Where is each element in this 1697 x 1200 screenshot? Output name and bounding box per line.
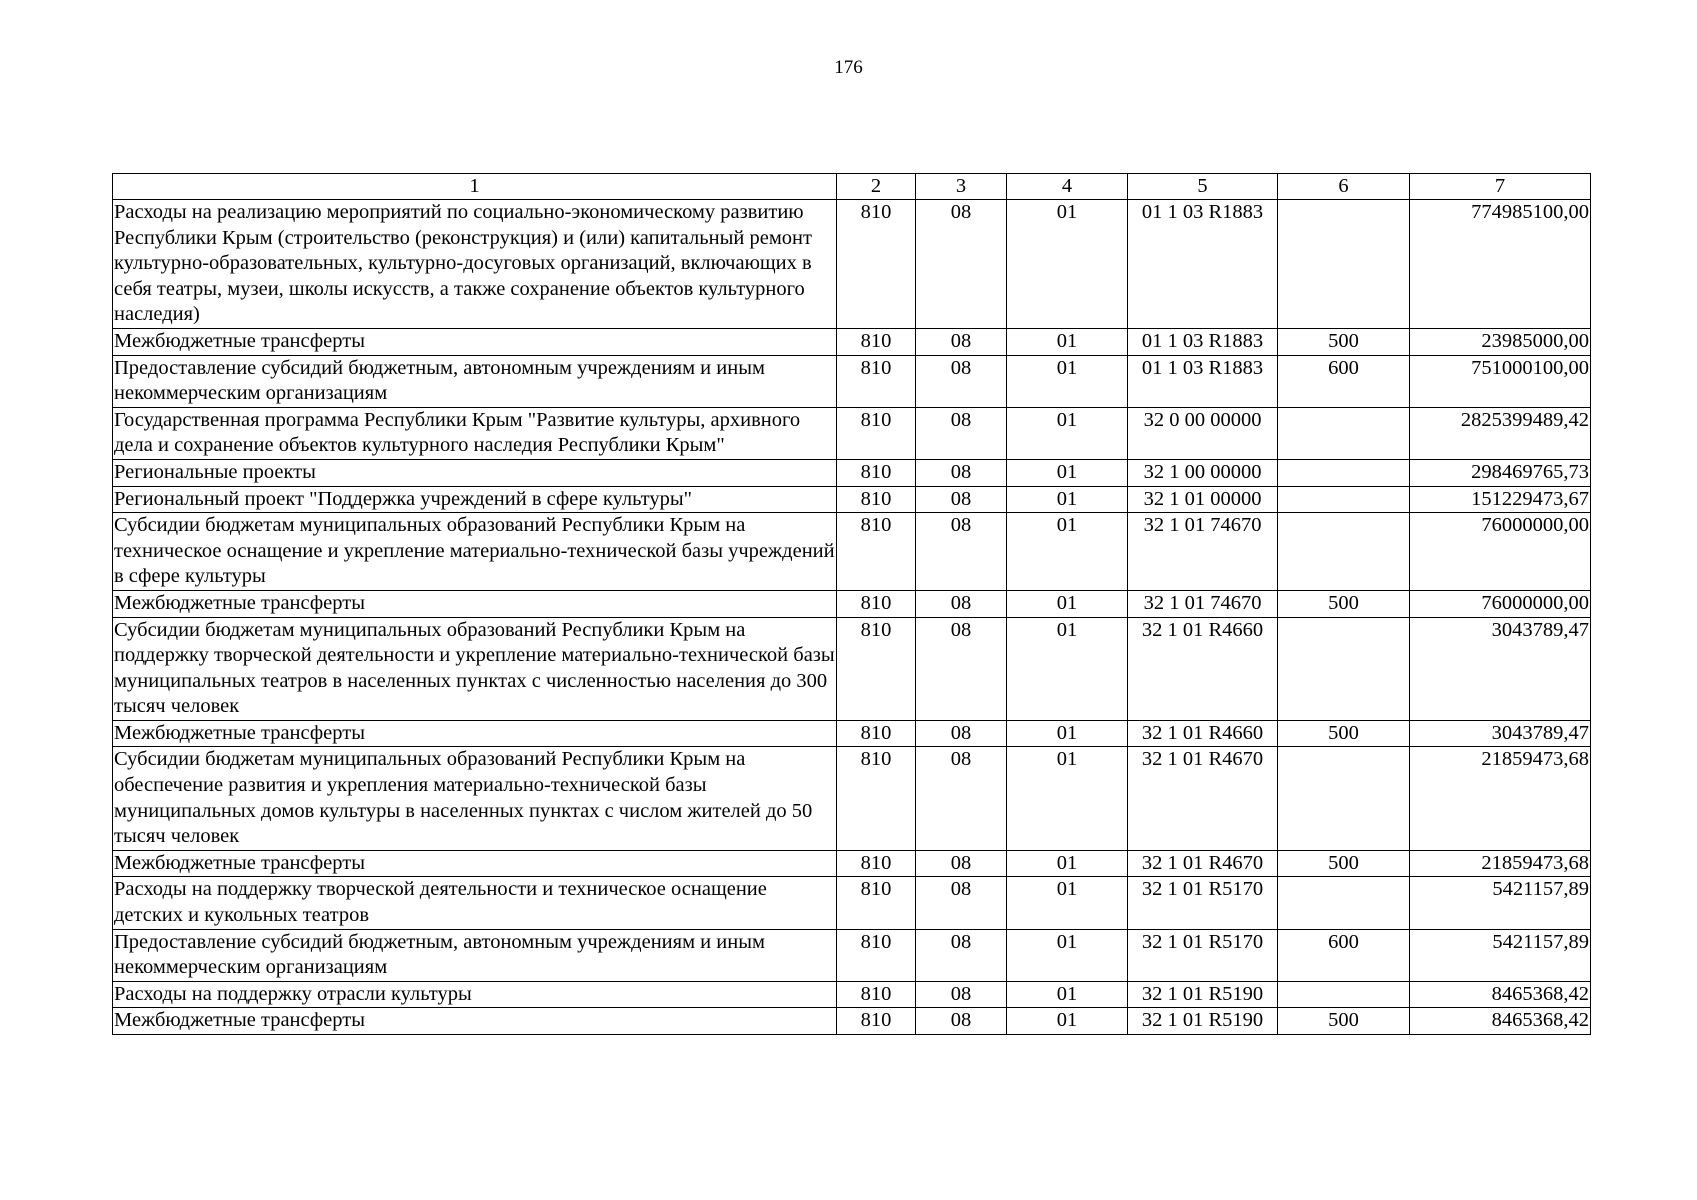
cell-subsection-code: 01: [1007, 355, 1128, 407]
cell-target-article: 32 1 01 R4660: [1128, 617, 1278, 720]
cell-ministry-code: 810: [837, 328, 916, 355]
budget-table: [112, 173, 1591, 1035]
cell-amount: 8465368,42: [1410, 1008, 1591, 1035]
cell-subsection-code: 01: [1007, 590, 1128, 617]
cell-expense-type: 500: [1278, 590, 1410, 617]
cell-section-code: 08: [916, 850, 1007, 877]
row-description: Государственная программа Республики Крым "Развитие культуры, архивного дела и сохранение объектов культурного наследия Республики Крым": [113, 407, 837, 459]
table-row: [113, 328, 1591, 355]
cell-section-code: 08: [916, 720, 1007, 747]
table-row: [113, 486, 1591, 513]
row-description: Межбюджетные трансферты: [113, 590, 837, 617]
cell-amount: 23985000,00: [1410, 328, 1591, 355]
row-description: Субсидии бюджетам муниципальных образований Республики Крым на поддержку творческой деятельности и укрепление материально-технической базы муниципальных театров в населенных пунктах с численностью населения до 300 тысяч человек: [113, 617, 837, 720]
row-description: Межбюджетные трансферты: [113, 850, 837, 877]
table-row: [113, 981, 1591, 1008]
cell-section-code: 08: [916, 200, 1007, 329]
table-row: [113, 590, 1591, 617]
column-header-6: 6: [1278, 174, 1410, 200]
cell-target-article: 32 1 01 R4660: [1128, 720, 1278, 747]
cell-section-code: 08: [916, 590, 1007, 617]
cell-subsection-code: 01: [1007, 459, 1128, 486]
cell-target-article: 32 1 01 R4670: [1128, 747, 1278, 850]
cell-amount: 774985100,00: [1410, 200, 1591, 329]
cell-ministry-code: 810: [837, 981, 916, 1008]
cell-target-article: 32 1 00 00000: [1128, 459, 1278, 486]
cell-subsection-code: 01: [1007, 328, 1128, 355]
row-description: Расходы на реализацию мероприятий по социально-экономическому развитию Республики Крым (строительство (реконструкция) и (или) капитальный ремонт культурно-образовательных, культурно-досуговых организаций, включающих в себя театры, музеи, школы искусств, а также сохранение объектов культурного наследия): [113, 200, 837, 329]
cell-section-code: 08: [916, 877, 1007, 929]
cell-expense-type: 500: [1278, 1008, 1410, 1035]
column-header-1: 1: [113, 174, 837, 200]
cell-amount: 3043789,47: [1410, 720, 1591, 747]
row-description: Предоставление субсидий бюджетным, автономным учреждениям и иным некоммерческим организациям: [113, 929, 837, 981]
cell-subsection-code: 01: [1007, 981, 1128, 1008]
cell-ministry-code: 810: [837, 590, 916, 617]
cell-section-code: 08: [916, 981, 1007, 1008]
table-row: [113, 355, 1591, 407]
cell-ministry-code: 810: [837, 1008, 916, 1035]
cell-target-article: 32 1 01 R4670: [1128, 850, 1278, 877]
cell-ministry-code: 810: [837, 486, 916, 513]
cell-target-article: 32 1 01 R5190: [1128, 1008, 1278, 1035]
cell-target-article: 32 1 01 R5190: [1128, 981, 1278, 1008]
cell-subsection-code: 01: [1007, 720, 1128, 747]
cell-ministry-code: 810: [837, 877, 916, 929]
table-row: [113, 747, 1591, 850]
row-description: Межбюджетные трансферты: [113, 1008, 837, 1035]
cell-ministry-code: 810: [837, 929, 916, 981]
cell-ministry-code: 810: [837, 200, 916, 329]
table-row: [113, 407, 1591, 459]
cell-section-code: 08: [916, 513, 1007, 591]
cell-expense-type: [1278, 747, 1410, 850]
row-description: Региональные проекты: [113, 459, 837, 486]
cell-expense-type: [1278, 617, 1410, 720]
header-row: [113, 174, 1591, 200]
cell-expense-type: [1278, 877, 1410, 929]
table-row: [113, 617, 1591, 720]
cell-section-code: 08: [916, 486, 1007, 513]
cell-amount: 5421157,89: [1410, 877, 1591, 929]
table-row: [113, 720, 1591, 747]
column-header-7: 7: [1410, 174, 1591, 200]
cell-subsection-code: 01: [1007, 200, 1128, 329]
cell-expense-type: [1278, 513, 1410, 591]
cell-ministry-code: 810: [837, 407, 916, 459]
cell-section-code: 08: [916, 747, 1007, 850]
cell-section-code: 08: [916, 929, 1007, 981]
cell-section-code: 08: [916, 328, 1007, 355]
cell-amount: 8465368,42: [1410, 981, 1591, 1008]
cell-ministry-code: 810: [837, 617, 916, 720]
page-number: 176: [834, 57, 863, 78]
cell-target-article: 32 1 01 74670: [1128, 590, 1278, 617]
cell-expense-type: [1278, 459, 1410, 486]
row-description: Субсидии бюджетам муниципальных образований Республики Крым на обеспечение развития и укрепления материально-технической базы муниципальных домов культуры в населенных пунктах с числом жителей до 50 тысяч человек: [113, 747, 837, 850]
cell-amount: 2825399489,42: [1410, 407, 1591, 459]
column-header-4: 4: [1007, 174, 1128, 200]
cell-ministry-code: 810: [837, 720, 916, 747]
cell-subsection-code: 01: [1007, 617, 1128, 720]
cell-expense-type: 500: [1278, 850, 1410, 877]
cell-subsection-code: 01: [1007, 1008, 1128, 1035]
table-row: [113, 850, 1591, 877]
column-header-5: 5: [1128, 174, 1278, 200]
table-row: [113, 877, 1591, 929]
cell-target-article: 32 0 00 00000: [1128, 407, 1278, 459]
cell-subsection-code: 01: [1007, 747, 1128, 850]
cell-expense-type: [1278, 486, 1410, 513]
cell-subsection-code: 01: [1007, 513, 1128, 591]
table-row: [113, 929, 1591, 981]
cell-section-code: 08: [916, 1008, 1007, 1035]
table-row: [113, 513, 1591, 591]
row-description: Субсидии бюджетам муниципальных образований Республики Крым на техническое оснащение и укрепление материально-технической базы учреждений в сфере культуры: [113, 513, 837, 591]
cell-expense-type: [1278, 407, 1410, 459]
table-body: [113, 200, 1591, 1035]
cell-expense-type: [1278, 200, 1410, 329]
cell-amount: 5421157,89: [1410, 929, 1591, 981]
table-row: [113, 200, 1591, 329]
cell-expense-type: 500: [1278, 328, 1410, 355]
table-row: [113, 1008, 1591, 1035]
cell-ministry-code: 810: [837, 850, 916, 877]
row-description: Предоставление субсидий бюджетным, автономным учреждениям и иным некоммерческим организациям: [113, 355, 837, 407]
cell-subsection-code: 01: [1007, 929, 1128, 981]
table-row: [113, 459, 1591, 486]
row-description: Межбюджетные трансферты: [113, 328, 837, 355]
cell-target-article: 32 1 01 74670: [1128, 513, 1278, 591]
cell-section-code: 08: [916, 617, 1007, 720]
row-description: Региональный проект "Поддержка учреждений в сфере культуры": [113, 486, 837, 513]
cell-expense-type: 600: [1278, 355, 1410, 407]
cell-target-article: 32 1 01 R5170: [1128, 929, 1278, 981]
cell-ministry-code: 810: [837, 747, 916, 850]
cell-amount: 21859473,68: [1410, 850, 1591, 877]
cell-target-article: 01 1 03 R1883: [1128, 328, 1278, 355]
cell-target-article: 01 1 03 R1883: [1128, 200, 1278, 329]
cell-amount: 21859473,68: [1410, 747, 1591, 850]
cell-subsection-code: 01: [1007, 486, 1128, 513]
cell-expense-type: 500: [1278, 720, 1410, 747]
cell-section-code: 08: [916, 459, 1007, 486]
row-description: Расходы на поддержку творческой деятельности и техническое оснащение детских и кукольных театров: [113, 877, 837, 929]
cell-section-code: 08: [916, 407, 1007, 459]
cell-amount: 751000100,00: [1410, 355, 1591, 407]
cell-amount: 76000000,00: [1410, 513, 1591, 591]
cell-ministry-code: 810: [837, 355, 916, 407]
cell-target-article: 01 1 03 R1883: [1128, 355, 1278, 407]
row-description: Межбюджетные трансферты: [113, 720, 837, 747]
cell-amount: 151229473,67: [1410, 486, 1591, 513]
column-header-3: 3: [916, 174, 1007, 200]
cell-target-article: 32 1 01 R5170: [1128, 877, 1278, 929]
cell-expense-type: 600: [1278, 929, 1410, 981]
row-description: Расходы на поддержку отрасли культуры: [113, 981, 837, 1008]
cell-target-article: 32 1 01 00000: [1128, 486, 1278, 513]
cell-expense-type: [1278, 981, 1410, 1008]
cell-subsection-code: 01: [1007, 877, 1128, 929]
cell-ministry-code: 810: [837, 513, 916, 591]
cell-section-code: 08: [916, 355, 1007, 407]
cell-ministry-code: 810: [837, 459, 916, 486]
column-header-2: 2: [837, 174, 916, 200]
cell-subsection-code: 01: [1007, 407, 1128, 459]
cell-amount: 3043789,47: [1410, 617, 1591, 720]
cell-amount: 298469765,73: [1410, 459, 1591, 486]
cell-subsection-code: 01: [1007, 850, 1128, 877]
cell-amount: 76000000,00: [1410, 590, 1591, 617]
